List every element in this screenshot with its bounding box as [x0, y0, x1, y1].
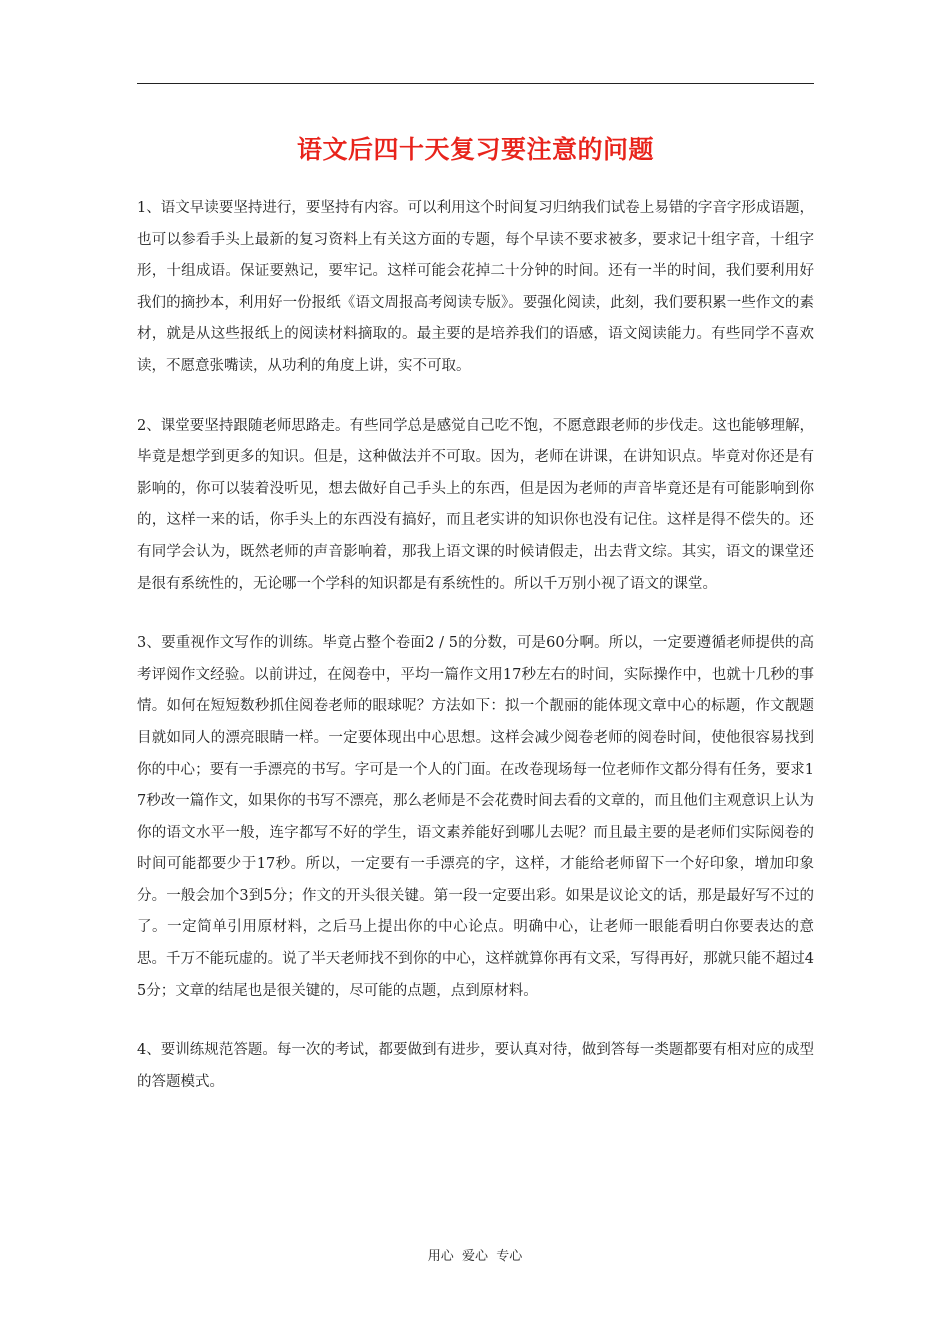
document-body [137, 193, 814, 1126]
paragraph-1: 1、语文早读要坚持进行，要坚持有内容。可以利用这个时间复习归纳我们试卷上易错的字音字形成语题，也可以参看手头上最新的复习资料上有关这方面的专题，每个早读不要求被多，要求记十组字音，十组字形，十组成语。保证要熟记，要牢记。这样可能会花掉二十分钟的时间。还有一半的时间，我们要利用好我们的摘抄本，利用好一份报纸《语文周报高考阅读专版》。要强化阅读，此刻，我们要积累一些作文的素材，就是从这些报纸上的阅读材料摘取的。最主要的是培养我们的语感，语文阅读能力。有些同学不喜欢读，不愿意张嘴读，从功利的角度上讲，实不可取。 [137, 200, 814, 374]
paragraph-3: 3、要重视作文写作的训练。毕竟占整个卷面2 / 5的分数，可是60分啊。所以，一定要遵循老师提供的高考评阅作文经验。以前讲过，在阅卷中，平均一篇作文用17秒左右的时间，实际操作中，也就十几秒的事情。如何在短短数秒抓住阅卷老师的眼球呢？方法如下：拟一个靓丽的能体现文章中心的标题，作文靓题目就如同人的漂亮眼睛一样。一定要体现出中心思想。这样会减少阅卷老师的阅卷时间，使他很容易找到你的中心；要有一手漂亮的书写。字可是一个人的门面。在改卷现场每一位老师作文都分得有任务，要求17秒改一篇作文，如果你的书写不漂亮，那么老师是不会花费时间去看的文章的，而且他们主观意识上认为你的语文水平一般，连字都写不好的学生，语文素养能好到哪儿去呢？而且最主要的是老师们实际阅卷的时间可能都要少于17秒。所以，一定要有一手漂亮的字，这样，才能给老师留下一个好印象，增加印象分。一般会加个3到5分；作文的开头很关键。第一段一定要出彩。如果是议论文的话，那是最好写不过的了。一定简单引用原材料，之后马上提出你的中心论点。明确中心，让老师一眼能看明白你要表达的意思。千万不能玩虚的。说了半天老师找不到你的中心，这样就算你再有文采，写得再好，那就只能不超过45分；文章的结尾也是很关键的，尽可能的点题，点到原材料。 [137, 635, 814, 999]
footer-text: 用心 爱心 专心 [427, 1249, 523, 1264]
page-footer [0, 1247, 950, 1267]
header-rule [137, 83, 814, 84]
document-title: 语文后四十天复习要注意的问题 [296, 135, 654, 164]
paragraph-4: 4、要训练规范答题。每一次的考试，都要做到有进步，要认真对待，做到答每一类题都要有相对应的成型的答题模式。 [137, 1042, 814, 1090]
paragraph-2: 2、课堂要坚持跟随老师思路走。有些同学总是感觉自己吃不饱，不愿意跟老师的步伐走。这也能够理解，毕竟是想学到更多的知识。但是，这种做法并不可取。因为，老师在讲课，在讲知识点。毕竟对你还是有影响的，你可以装着没听见，想去做好自己手头上的东西，但是因为老师的声音毕竟还是有可能影响到你的，这样一来的话，你手头上的东西没有搞好，而且老实讲的知识你也没有记住。这样是得不偿失的。还有同学会认为，既然老师的声音影响着，那我上语文课的时候请假走，出去背文综。其实，语文的课堂还是很有系统性的，无论哪一个学科的知识都是有系统性的。所以千万别小视了语文的课堂。 [137, 417, 814, 592]
